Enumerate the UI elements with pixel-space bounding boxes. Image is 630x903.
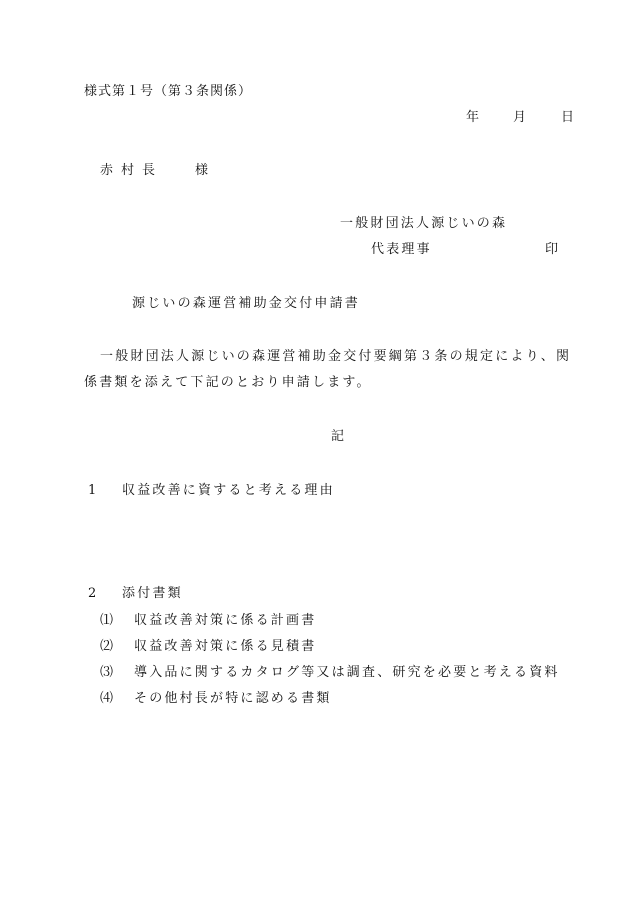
attachment-item — [100, 638, 316, 656]
applicant-organization: 一般財団法人源じいの森 — [340, 216, 508, 231]
date-month: 月 — [513, 110, 529, 125]
body-line-1: 一般財団法人源じいの森運営補助金交付要綱第３条の規定により、関 — [100, 349, 572, 364]
addressee-honorific: 様 — [195, 163, 211, 178]
form-number: 様式第１号（第３条関係） — [84, 84, 253, 99]
section-label: 添付書類 — [122, 586, 183, 601]
section-number: 2 — [88, 586, 97, 601]
section-1 — [88, 482, 335, 500]
item-label: 導入品に関するカタログ等又は調査、研究を必要と考える資料 — [134, 665, 560, 680]
date-day: 日 — [561, 110, 577, 125]
attachment-item — [100, 664, 560, 682]
seal-mark: 印 — [545, 242, 561, 257]
item-number: ⑵ — [100, 639, 114, 654]
attachment-item — [100, 612, 316, 630]
section-label: 収益改善に資すると考える理由 — [122, 483, 335, 498]
document-title: 源じいの森運営補助金交付申請書 — [132, 296, 361, 311]
date-year: 年 — [466, 110, 482, 125]
item-number: ⑴ — [100, 613, 114, 628]
item-number: ⑶ — [100, 665, 114, 680]
attachment-item — [100, 690, 332, 708]
applicant-representative: 代表理事 — [371, 242, 432, 257]
item-number: ⑷ — [100, 691, 114, 706]
addressee-name: 赤村長 — [100, 163, 164, 178]
ki-heading: 記 — [331, 429, 347, 444]
item-label: 収益改善対策に係る計画書 — [134, 613, 317, 628]
item-label: その他村長が特に認める書類 — [134, 691, 332, 706]
body-line-2: 係書類を添えて下記のとおり申請します。 — [84, 375, 372, 390]
item-label: 収益改善対策に係る見積書 — [134, 639, 317, 654]
section-number: 1 — [88, 483, 97, 498]
section-2 — [88, 585, 183, 603]
